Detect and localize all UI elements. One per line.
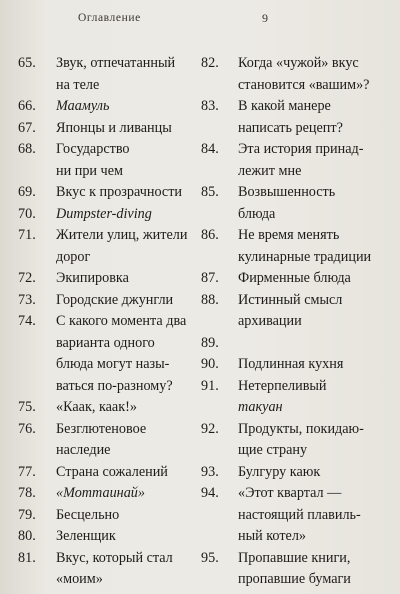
toc-entry-title — [238, 419, 396, 462]
toc-entry-title — [238, 483, 396, 548]
toc-entry-line: архивации — [238, 313, 302, 329]
toc-entry-title — [238, 397, 396, 419]
toc-entry-line: дорог — [56, 248, 91, 265]
toc-entry-line: Эта история принад- — [238, 141, 364, 157]
toc-entry-line: «Этот квартал — — [238, 485, 342, 501]
toc-entry-line: Нетерпеливый — [238, 377, 327, 394]
toc-entry-title — [56, 182, 200, 204]
toc-entry — [18, 505, 200, 527]
toc-entry-number: 70. — [18, 205, 36, 222]
toc-entry-number: 78. — [18, 485, 36, 501]
toc-entry-number: 82. — [201, 55, 219, 71]
toc-entry-line: Страна сожалений — [56, 463, 168, 480]
toc-entry — [18, 118, 200, 140]
toc-entry — [201, 333, 397, 355]
toc-entry — [18, 397, 200, 419]
toc-entry-line: наследие — [56, 442, 111, 458]
toc-entry — [201, 354, 397, 376]
toc-entry — [201, 182, 397, 225]
toc-entry-title — [238, 290, 396, 333]
toc-entry-number: 80. — [18, 528, 36, 544]
toc-entry — [201, 483, 397, 548]
toc-entry-line: Жители улиц, жители — [56, 227, 188, 243]
toc-entry-title — [238, 376, 396, 398]
toc-entry — [18, 139, 200, 182]
toc-entry-title — [238, 139, 396, 182]
toc-entry — [201, 268, 397, 290]
toc-entry-line: блюда могут назы- — [56, 356, 170, 372]
toc-entry-line: Вкус, который стал — [56, 549, 173, 566]
toc-entry — [18, 225, 200, 268]
toc-entry-line: Продукты, покидаю- — [238, 420, 364, 437]
toc-entry-number: 85. — [201, 184, 219, 200]
toc-entry-line: пропавшие бумаги — [238, 571, 351, 587]
toc-entry-line: Государство — [56, 141, 130, 157]
toc-entry-number: 91. — [201, 377, 219, 394]
toc-entry-title — [56, 118, 200, 140]
toc-entry-line: Истинный смысл — [238, 291, 343, 308]
running-header-title: Оглавление — [78, 12, 141, 24]
toc-entry — [18, 483, 200, 505]
toc-entry-title — [56, 397, 200, 419]
toc-entry-line: Маамуль — [56, 98, 110, 114]
toc-entry-number: 86. — [201, 227, 219, 243]
toc-entry-number: 66. — [18, 98, 36, 114]
toc-entry-line: С какого момента два — [56, 313, 187, 329]
toc-entry-title — [56, 290, 200, 312]
toc-entry-number: 72. — [18, 270, 36, 286]
toc-entry-line: Булгуру каюк — [238, 463, 321, 480]
toc-entry — [18, 96, 200, 118]
toc-entry — [18, 182, 200, 204]
toc-entry — [201, 53, 397, 96]
toc-entry-number: 65. — [18, 55, 36, 71]
toc-entry-title — [56, 139, 200, 182]
toc-entry — [201, 290, 397, 333]
toc-entry-number: 89. — [201, 334, 219, 351]
toc-entry-number: 94. — [201, 485, 219, 501]
toc-entry — [201, 397, 397, 419]
toc-entry-title — [56, 204, 200, 226]
toc-entry-line: ваться по-разному? — [56, 377, 173, 394]
toc-entry-number: 90. — [201, 356, 219, 372]
toc-entry-number: 81. — [18, 549, 36, 566]
toc-entry-title — [56, 53, 200, 96]
toc-entry — [201, 419, 397, 462]
toc-entry — [18, 419, 200, 462]
toc-entry-line: блюда — [238, 205, 276, 222]
toc-entry-line: Не время менять — [238, 227, 340, 243]
toc-entry — [18, 53, 200, 96]
toc-column-left — [18, 53, 200, 591]
toc-entry-title — [56, 225, 200, 268]
toc-entry — [201, 462, 397, 484]
toc-entry-number: 92. — [201, 420, 219, 437]
toc-entry-line: Городские джунгли — [56, 291, 174, 308]
toc-entry-line: «Моттаинай» — [56, 485, 145, 501]
toc-entry-line: Вкус к прозрачности — [56, 184, 183, 200]
toc-entry-title — [56, 96, 200, 118]
toc-entry — [18, 290, 200, 312]
toc-entry-title — [238, 354, 396, 376]
toc-entry-line: Зеленщик — [56, 528, 116, 544]
toc-entry-title — [56, 268, 200, 290]
toc-entry-title — [56, 311, 200, 397]
toc-entry-line: на теле — [56, 76, 100, 93]
toc-entry-line: лежит мне — [238, 162, 302, 179]
toc-entry-line: Экипировка — [56, 270, 129, 286]
toc-entry-number: 71. — [18, 227, 36, 243]
toc-entry-line: становится «вашим»? — [238, 76, 370, 93]
toc-entry — [18, 548, 200, 591]
toc-entry-number: 95. — [201, 549, 219, 566]
toc-entry-number: 67. — [18, 119, 36, 136]
toc-entry-line: написать рецепт? — [238, 119, 343, 136]
toc-entry-line: Фирменные блюда — [238, 270, 351, 286]
toc-entry-title — [238, 225, 396, 268]
toc-entry-line: ни при чем — [56, 162, 123, 179]
toc-entry-line: «моим» — [56, 571, 103, 587]
toc-entry — [201, 376, 397, 398]
toc-entry-number: 68. — [18, 141, 36, 157]
toc-entry — [18, 462, 200, 484]
toc-entry — [18, 311, 200, 397]
toc-entry-number: 77. — [18, 463, 36, 480]
toc-entry-number: 83. — [201, 98, 219, 114]
toc-entry-number: 93. — [201, 463, 219, 480]
toc-entry-number: 84. — [201, 141, 219, 157]
toc-entry-title — [238, 548, 396, 591]
toc-entry-line: кулинарные традиции — [238, 248, 372, 265]
toc-entry — [18, 526, 200, 548]
toc-entry-line — [238, 333, 396, 355]
toc-entry-title — [238, 96, 396, 139]
toc-entry-number: 87. — [201, 270, 219, 286]
toc-entry-title — [56, 462, 200, 484]
toc-entry-line: Безглютеновое — [56, 420, 147, 437]
page-header — [0, 12, 400, 28]
toc-entry-title — [56, 419, 200, 462]
toc-entry-title — [238, 53, 396, 96]
toc-entry-title — [56, 526, 200, 548]
toc-entry-line: ный котел» — [238, 528, 307, 544]
toc-entry-title — [238, 333, 396, 355]
toc-entry — [18, 204, 200, 226]
toc-entry-line: Японцы и ливанцы — [56, 119, 172, 136]
toc-entry-title — [238, 268, 396, 290]
toc-entry — [201, 225, 397, 268]
toc-entry-number: 76. — [18, 420, 36, 437]
toc-entry-line: Когда «чужой» вкус — [238, 55, 359, 71]
toc-entry — [201, 96, 397, 139]
toc-entry-line: Подлинная кухня — [238, 356, 344, 372]
toc-entry-number: 79. — [18, 506, 36, 523]
toc-entry-line: Звук, отпечатанный — [56, 55, 176, 71]
toc-entry-number: 74. — [18, 313, 36, 329]
toc-entry-title — [56, 483, 200, 505]
toc-entry-line: Возвышенность — [238, 184, 336, 200]
toc-entry-line: настоящий плавиль- — [238, 506, 361, 523]
toc-column-right — [201, 53, 397, 591]
toc-entry — [201, 548, 397, 591]
toc-entry-title — [238, 462, 396, 484]
toc-entry-title — [56, 505, 200, 527]
toc-entry-line: Dumpster-diving — [56, 205, 152, 222]
toc-entry-title — [238, 182, 396, 225]
toc-entry-number: 88. — [201, 291, 219, 308]
toc-entry-line: варианта одного — [56, 334, 155, 351]
toc-entry-line: такуан — [238, 399, 283, 415]
toc-entry-line: «Каак, каак!» — [56, 399, 137, 415]
toc-entry-line: В какой манере — [238, 98, 331, 114]
toc-entry-line: щие страну — [238, 442, 308, 458]
toc-entry-number: 69. — [18, 184, 36, 200]
toc-entry — [201, 139, 397, 182]
toc-entry-line: Бесцельно — [56, 506, 120, 523]
toc-entry-title — [56, 548, 200, 591]
toc-entry-number: 73. — [18, 291, 36, 308]
toc-entry — [18, 268, 200, 290]
page-number: 9 — [262, 11, 268, 25]
toc-entry-line: Пропавшие книги, — [238, 549, 351, 566]
toc-entry-number: 75. — [18, 399, 36, 415]
